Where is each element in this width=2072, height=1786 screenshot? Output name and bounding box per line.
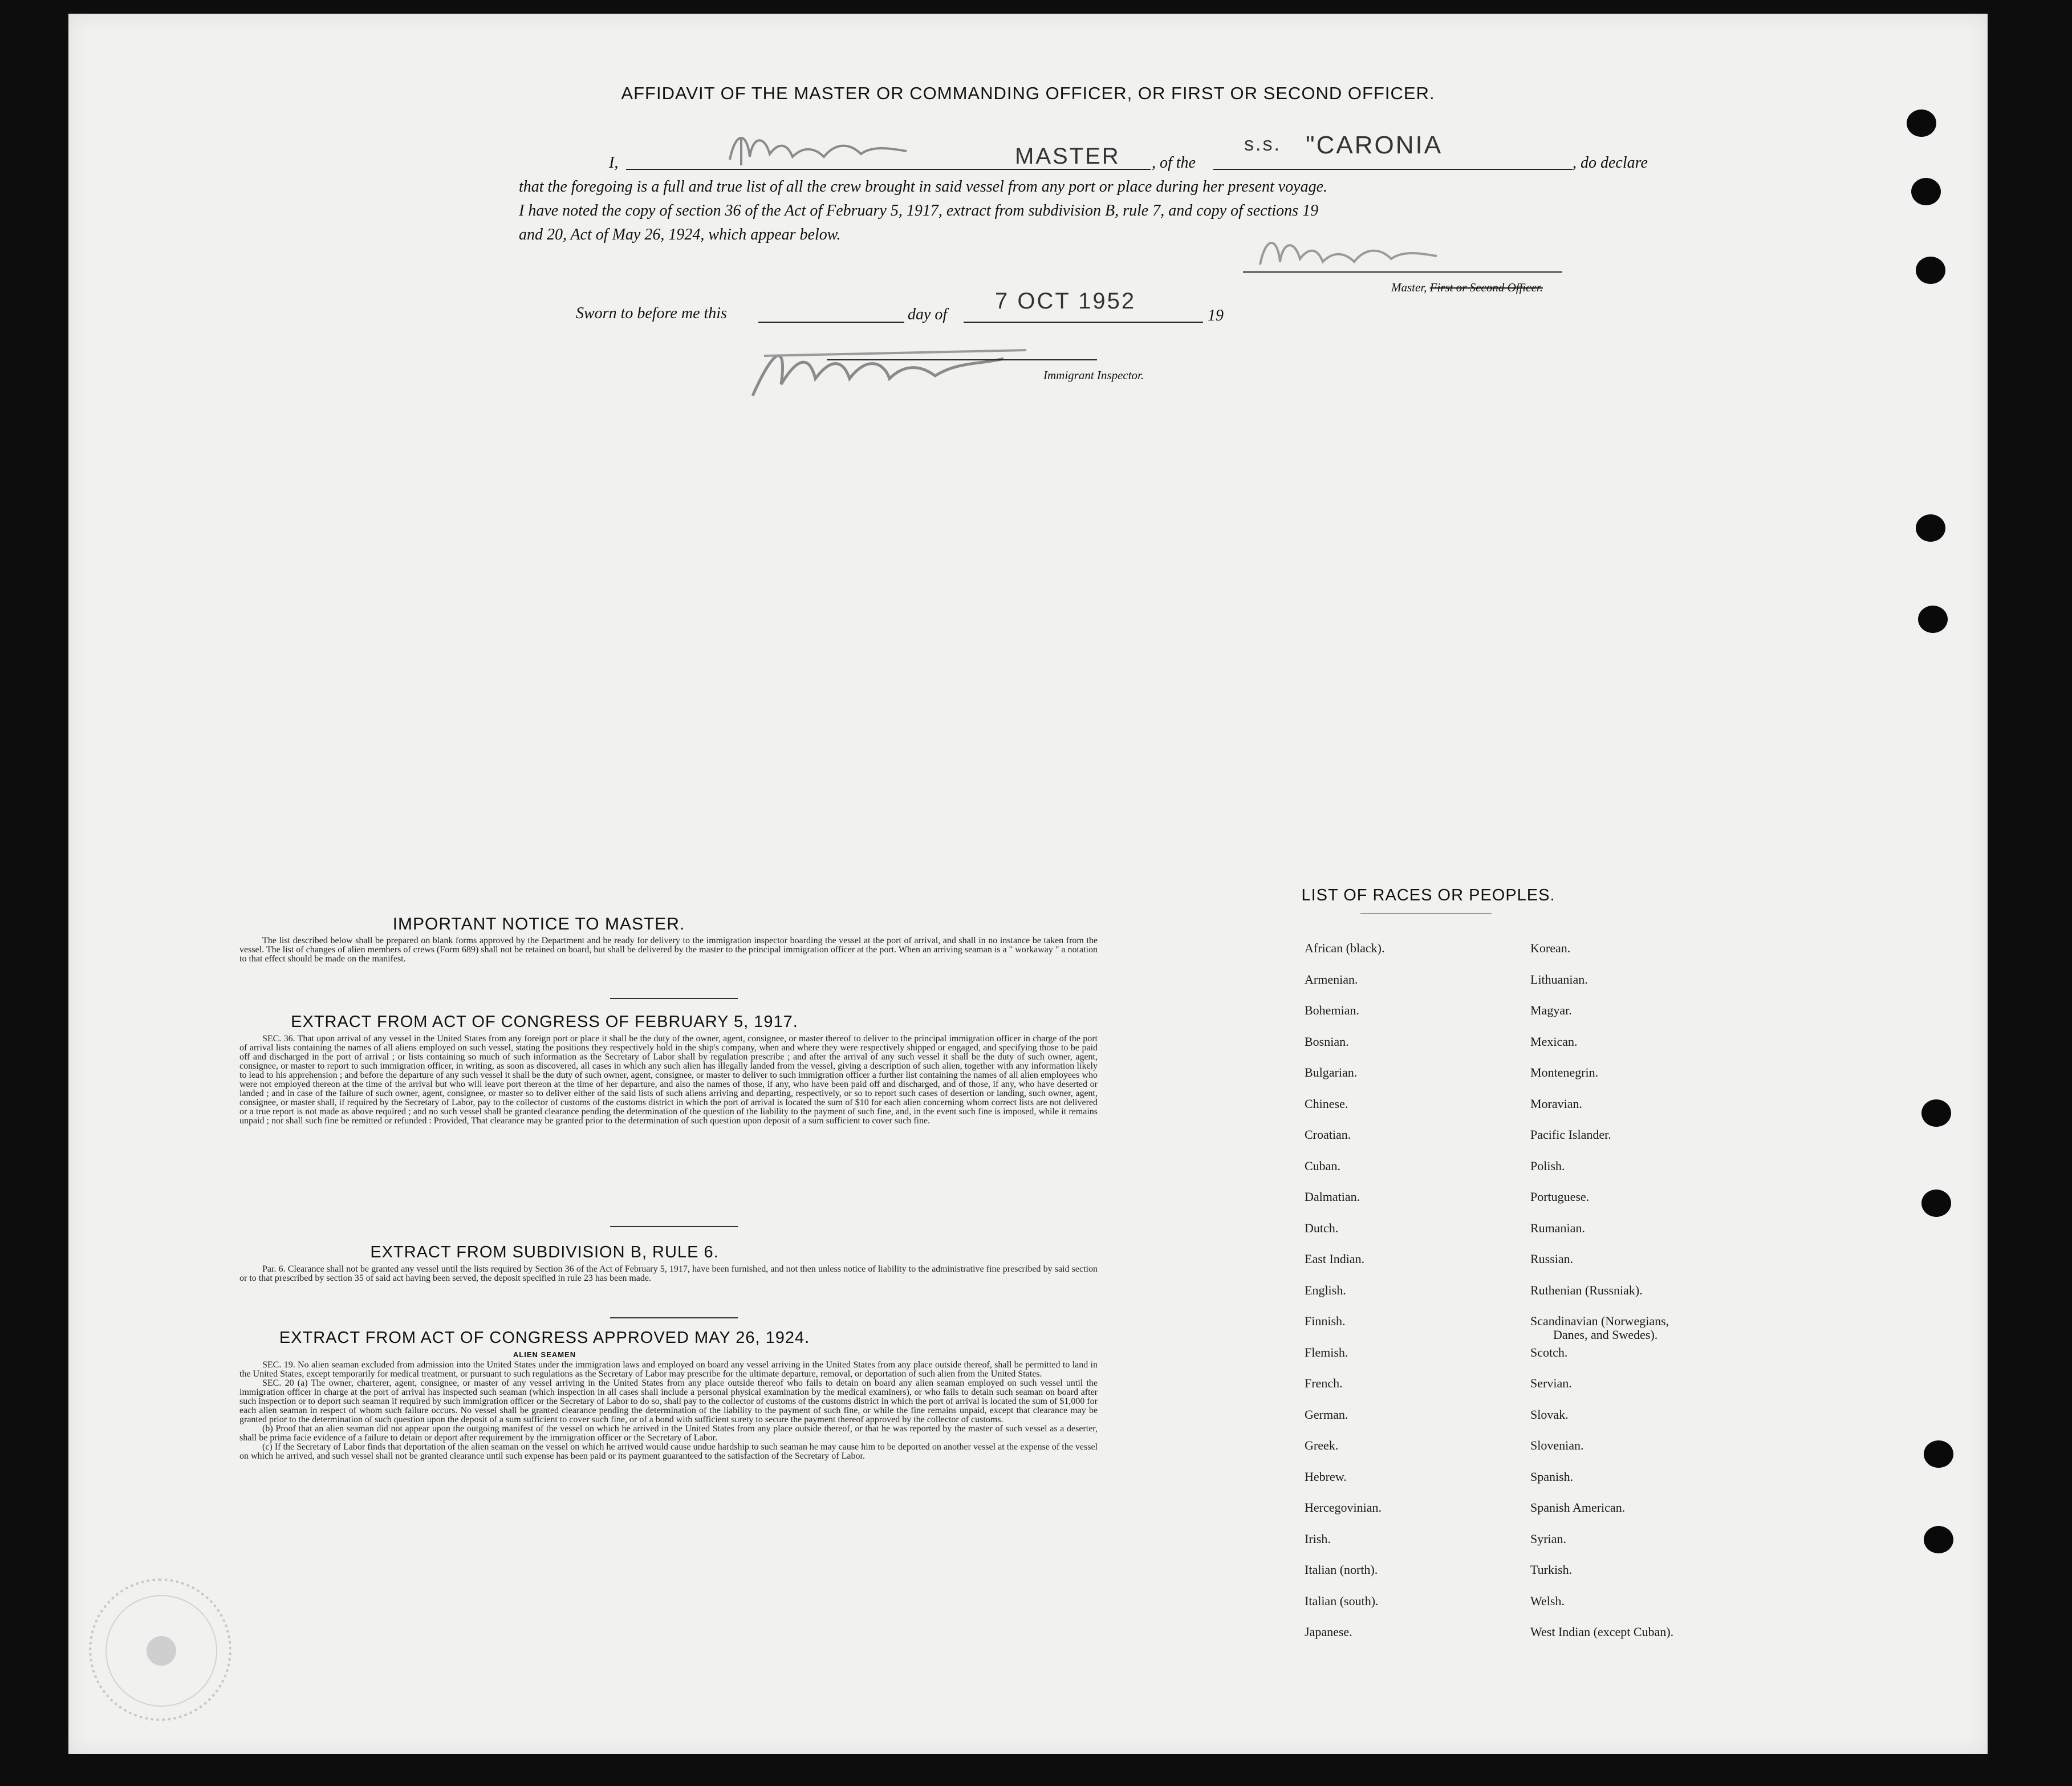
sworn-date-stamp: 7 OCT 1952: [995, 289, 1136, 314]
race-item: Polish.: [1530, 1158, 1565, 1173]
race-item: Dalmatian.: [1305, 1190, 1360, 1204]
of-the-label: , of the: [1152, 154, 1196, 172]
punch-hole: [1916, 257, 1945, 284]
race-item: Portuguese.: [1530, 1190, 1590, 1204]
race-item: Bosnian.: [1305, 1034, 1349, 1049]
signer-caption-struck: First or Second Officer.: [1429, 281, 1543, 294]
race-item-continuation: Danes, and Swedes).: [1553, 1328, 1658, 1342]
race-item: Slovak.: [1530, 1407, 1569, 1422]
divider: [610, 1317, 738, 1318]
affidavit-title: AFFIDAVIT OF THE MASTER OR COMMANDING OFFICER, OR FIRST OR SECOND OFFICER.: [621, 83, 1435, 103]
section-20b: (b) Proof that an alien seaman did not appear upon the outgoing manifest of the vessel on which he arrived in the United States from any place outside thereof, or that he was reported by the master of such vessel as a deserter, shall be prima facie evidence of a failure to detain or deport after requirement by the immigration officer or the Secretary of Labor.: [239, 1424, 1098, 1443]
race-item: Syrian.: [1530, 1531, 1566, 1546]
signer-caption-master: Master,: [1391, 281, 1427, 294]
punch-hole: [1924, 1526, 1953, 1553]
master-signature: [724, 125, 912, 177]
affidavit-line-4: and 20, Act of May 26, 1924, which appear below.: [519, 226, 841, 243]
vessel-prefix: s.s.: [1244, 133, 1281, 155]
signer-signature: [1254, 230, 1443, 282]
punch-hole: [1924, 1440, 1953, 1468]
race-item: Armenian.: [1305, 972, 1358, 987]
section-19: SEC. 19. No alien seaman excluded from admission into the United States under the immigration laws and employed on board any vessel arriving in the United States from any place outside thereof, shall be permitted to land in the United States, except temporarily for medical treatment, or pursuant to such regulations as the Secretary of Labor may prescribe for the ultimate departure, removal, or deportation of such alien from the United States.: [239, 1360, 1098, 1379]
sworn-day-line: [758, 322, 904, 323]
signature-scribble-icon: [724, 125, 912, 171]
punch-hole: [1918, 606, 1948, 633]
divider: [610, 998, 738, 999]
race-item: Pacific Islander.: [1530, 1127, 1611, 1142]
signature-scribble-icon: [741, 333, 1038, 407]
race-item: Turkish.: [1530, 1562, 1573, 1577]
race-item: Chinese.: [1305, 1096, 1348, 1111]
race-item: East Indian.: [1305, 1252, 1365, 1266]
notice-text: The list described below shall be prepared on blank forms approved by the Department and be ready for delivery to the immigration inspector boarding the vessel at the port of arrival, and shall in no instance be taken from the vessel. The list of changes of alien members of crews (Form 689) shall not be retained on board, but shall be delivered by the master to the principal immigration officer at the port. When an arriving seaman is a " workaway " a notation to that effect should be made on the manifest.: [239, 936, 1098, 964]
race-item: Moravian.: [1530, 1096, 1583, 1111]
race-item: Slovenian.: [1530, 1438, 1584, 1452]
race-item: Servian.: [1530, 1376, 1572, 1390]
race-item: Italian (south).: [1305, 1593, 1379, 1608]
race-item: Scandinavian (Norwegians,: [1530, 1314, 1669, 1328]
signer-line: [1243, 271, 1562, 273]
race-item: Russian.: [1530, 1252, 1574, 1266]
signer-caption: [1391, 281, 1543, 295]
inspector-signature: [741, 333, 1038, 410]
eagle-emblem-icon: [147, 1636, 176, 1666]
race-item: Hercegovinian.: [1305, 1500, 1382, 1515]
affidavit-line-3: I have noted the copy of section 36 of the Act of February 5, 1917, extract from subdivision B, rule 7, and copy of sections 19: [519, 202, 1319, 220]
inspector-caption: Immigrant Inspector.: [1043, 368, 1144, 382]
race-item: West Indian (except Cuban).: [1530, 1625, 1674, 1639]
race-item: Spanish American.: [1530, 1500, 1626, 1515]
punch-hole: [1907, 109, 1936, 137]
sworn-month-line: [964, 322, 1203, 323]
race-item: Mexican.: [1530, 1034, 1578, 1049]
do-declare-label: , do declare: [1573, 154, 1648, 172]
year-prefix: 19: [1208, 307, 1224, 324]
race-item: Bohemian.: [1305, 1003, 1359, 1017]
subdivision-title: EXTRACT FROM SUBDIVISION B, RULE 6.: [370, 1243, 719, 1261]
race-item: Hebrew.: [1305, 1469, 1347, 1484]
signature-scribble-icon: [1254, 230, 1443, 276]
extract-1924-body: [239, 1361, 1098, 1461]
sworn-label: Sworn to before me this: [576, 305, 727, 322]
race-item: Lithuanian.: [1530, 972, 1588, 987]
divider: [610, 1226, 738, 1227]
section-20a: SEC. 20 (a) The owner, charterer, agent, consignee, or master of any vessel arriving in the United States from any place outside thereof who fails to detain on board any alien seaman employed on such vessel until the immigration officer in charge at the port of arrival has inspected such seaman (which inspection in all cases shall include a personal physical examination by the medical examiners), or who fails to detain such seaman on board after such inspection or to deport such seaman if required by such immigration officer or the Secretary of Labor to do so, shall pay to the collector of customs of the customs district in which the port of arrival is located the sum of $1,000 for each alien seaman in respect of whom such failure occurs. No vessel shall be granted clearance pending the determination of the liability to the payment of such fine, or while the fine remains unpaid, except that clearance may be granted prior to the determination of such question upon the deposit of a sum sufficient to cover such fine, or of a bond with sufficient surety to secure the payment thereof approved by the collector of customs.: [239, 1378, 1098, 1424]
punch-hole: [1916, 514, 1945, 542]
seal-inner-ring: [105, 1595, 217, 1707]
race-item: Scotch.: [1530, 1345, 1568, 1359]
extract-1917-text: SEC. 36. That upon arrival of any vessel in the United States from any foreign port or place it shall be the duty of the owner, agent, consignee, or master thereof to deliver to the principal immigration officer in charge of the port of arrival lists containing the names of all aliens employed on such vessel, stating the positions they respectively hold in the ship's company, when and where they were respectively shipped or engaged, and specifying those to be paid off and discharged in the port of arrival ; or lists containing so much of such information as the Secretary of Labor shall by regulation prescribe ; and after the arrival of any such vessel it shall be the duty of such owner, agent, consignee, or master to report to such immigration officer, in writing, as soon as discovered, all cases in which any such alien has illegally landed from the vessel, giving a description of such alien, together with any information likely to lead to his apprehension ; and before the departure of any such vessel it shall be the duty of such owner, agent, consignee, or master to deliver to such immigration officer a further list containing the names of all alien employees who were not employed thereon at the time of the arrival but who will leave port thereon at the time of her departure, and also the names of those, if any, who have been paid off and discharged, and of those, if any, who have deserted or landed ; and in case of the failure of such owner, agent, consignee, or master so to deliver either of the said lists of such aliens arriving and departing, respectively, or so to report such cases of desertion or landing, such owner, agent, consignee, or master shall, if required by the Secretary of Labor, pay to the collector of customs of the customs district in which the port of arrival is located the sum of $10 for each alien concerning whom correct lists are not delivered or a true report is not made as above required ; and no such vessel shall be granted clearance pending the determination of the question of the liability to the payment of such fine, and, in the event such fine is imposed, while it remains unpaid ; nor shall such fine be remitted or refunded : Provided, That clearance may be granted prior to the determination of such question upon deposit of a sum sufficient to cover such fine.: [239, 1034, 1098, 1126]
race-item: Cuban.: [1305, 1158, 1340, 1173]
subdivision-text: Par. 6. Clearance shall not be granted any vessel until the lists required by Section 36 of the Act of February 5, 1917, have been furnished, and not then unless notice of liability to the administrative fine prescribed by said section or to that prescribed by section 35 of said act having been served, the deposit specified in rule 23 has been made.: [239, 1264, 1098, 1283]
race-item: Dutch.: [1305, 1220, 1339, 1235]
race-item: Bulgarian.: [1305, 1065, 1358, 1079]
manifest-page: [68, 14, 1988, 1754]
inspector-line: [827, 359, 1097, 360]
section-20c: (c) If the Secretary of Labor finds that deportation of the alien seaman on the vessel on which he arrived would cause undue hardship to such seaman he may cause him to be deported on another vessel at the expense of the vessel on which he arrived, and such vessel shall not be granted clearance until such expense has been paid or its payment guaranteed to the satisfaction of the Secretary of Labor.: [239, 1442, 1098, 1461]
race-item: Korean.: [1530, 941, 1571, 955]
race-item: Greek.: [1305, 1438, 1339, 1452]
punch-hole: [1921, 1190, 1951, 1217]
race-item: Montenegrin.: [1530, 1065, 1599, 1079]
punch-hole: [1911, 178, 1941, 205]
race-item: Finnish.: [1305, 1314, 1346, 1328]
race-item: Spanish.: [1530, 1469, 1574, 1484]
punch-hole: [1921, 1099, 1951, 1127]
race-item: Irish.: [1305, 1531, 1331, 1546]
race-item: French.: [1305, 1376, 1343, 1390]
affidavit-prefix: I,: [609, 154, 619, 172]
race-item: Rumanian.: [1530, 1220, 1585, 1235]
alien-seamen-subtitle: ALIEN SEAMEN: [513, 1350, 576, 1359]
race-item: Welsh.: [1530, 1593, 1565, 1608]
extract-1917-title: EXTRACT FROM ACT OF CONGRESS OF FEBRUARY 5, 1917.: [291, 1013, 798, 1031]
vessel-name: "CARONIA: [1306, 131, 1443, 159]
extract-1924-title: EXTRACT FROM ACT OF CONGRESS APPROVED MAY 26, 1924.: [279, 1329, 810, 1347]
race-item: Croatian.: [1305, 1127, 1351, 1142]
race-item: Ruthenian (Russniak).: [1530, 1282, 1643, 1297]
races-title: LIST OF RACES OR PEOPLES.: [1301, 886, 1555, 904]
race-item: African (black).: [1305, 941, 1385, 955]
race-item: Magyar.: [1530, 1003, 1572, 1017]
day-of-label: day of: [908, 306, 948, 323]
race-item: Flemish.: [1305, 1345, 1348, 1359]
affidavit-line-2: that the foregoing is a full and true list of all the crew brought in said vessel from any port or place during her present voyage.: [519, 178, 1328, 196]
notice-title: IMPORTANT NOTICE TO MASTER.: [392, 915, 685, 933]
race-item: Japanese.: [1305, 1625, 1352, 1639]
race-item: Italian (north).: [1305, 1562, 1378, 1577]
position-stamp: MASTER: [1015, 144, 1120, 169]
race-item: German.: [1305, 1407, 1348, 1422]
race-item: English.: [1305, 1282, 1346, 1297]
official-seal: [89, 1578, 231, 1721]
